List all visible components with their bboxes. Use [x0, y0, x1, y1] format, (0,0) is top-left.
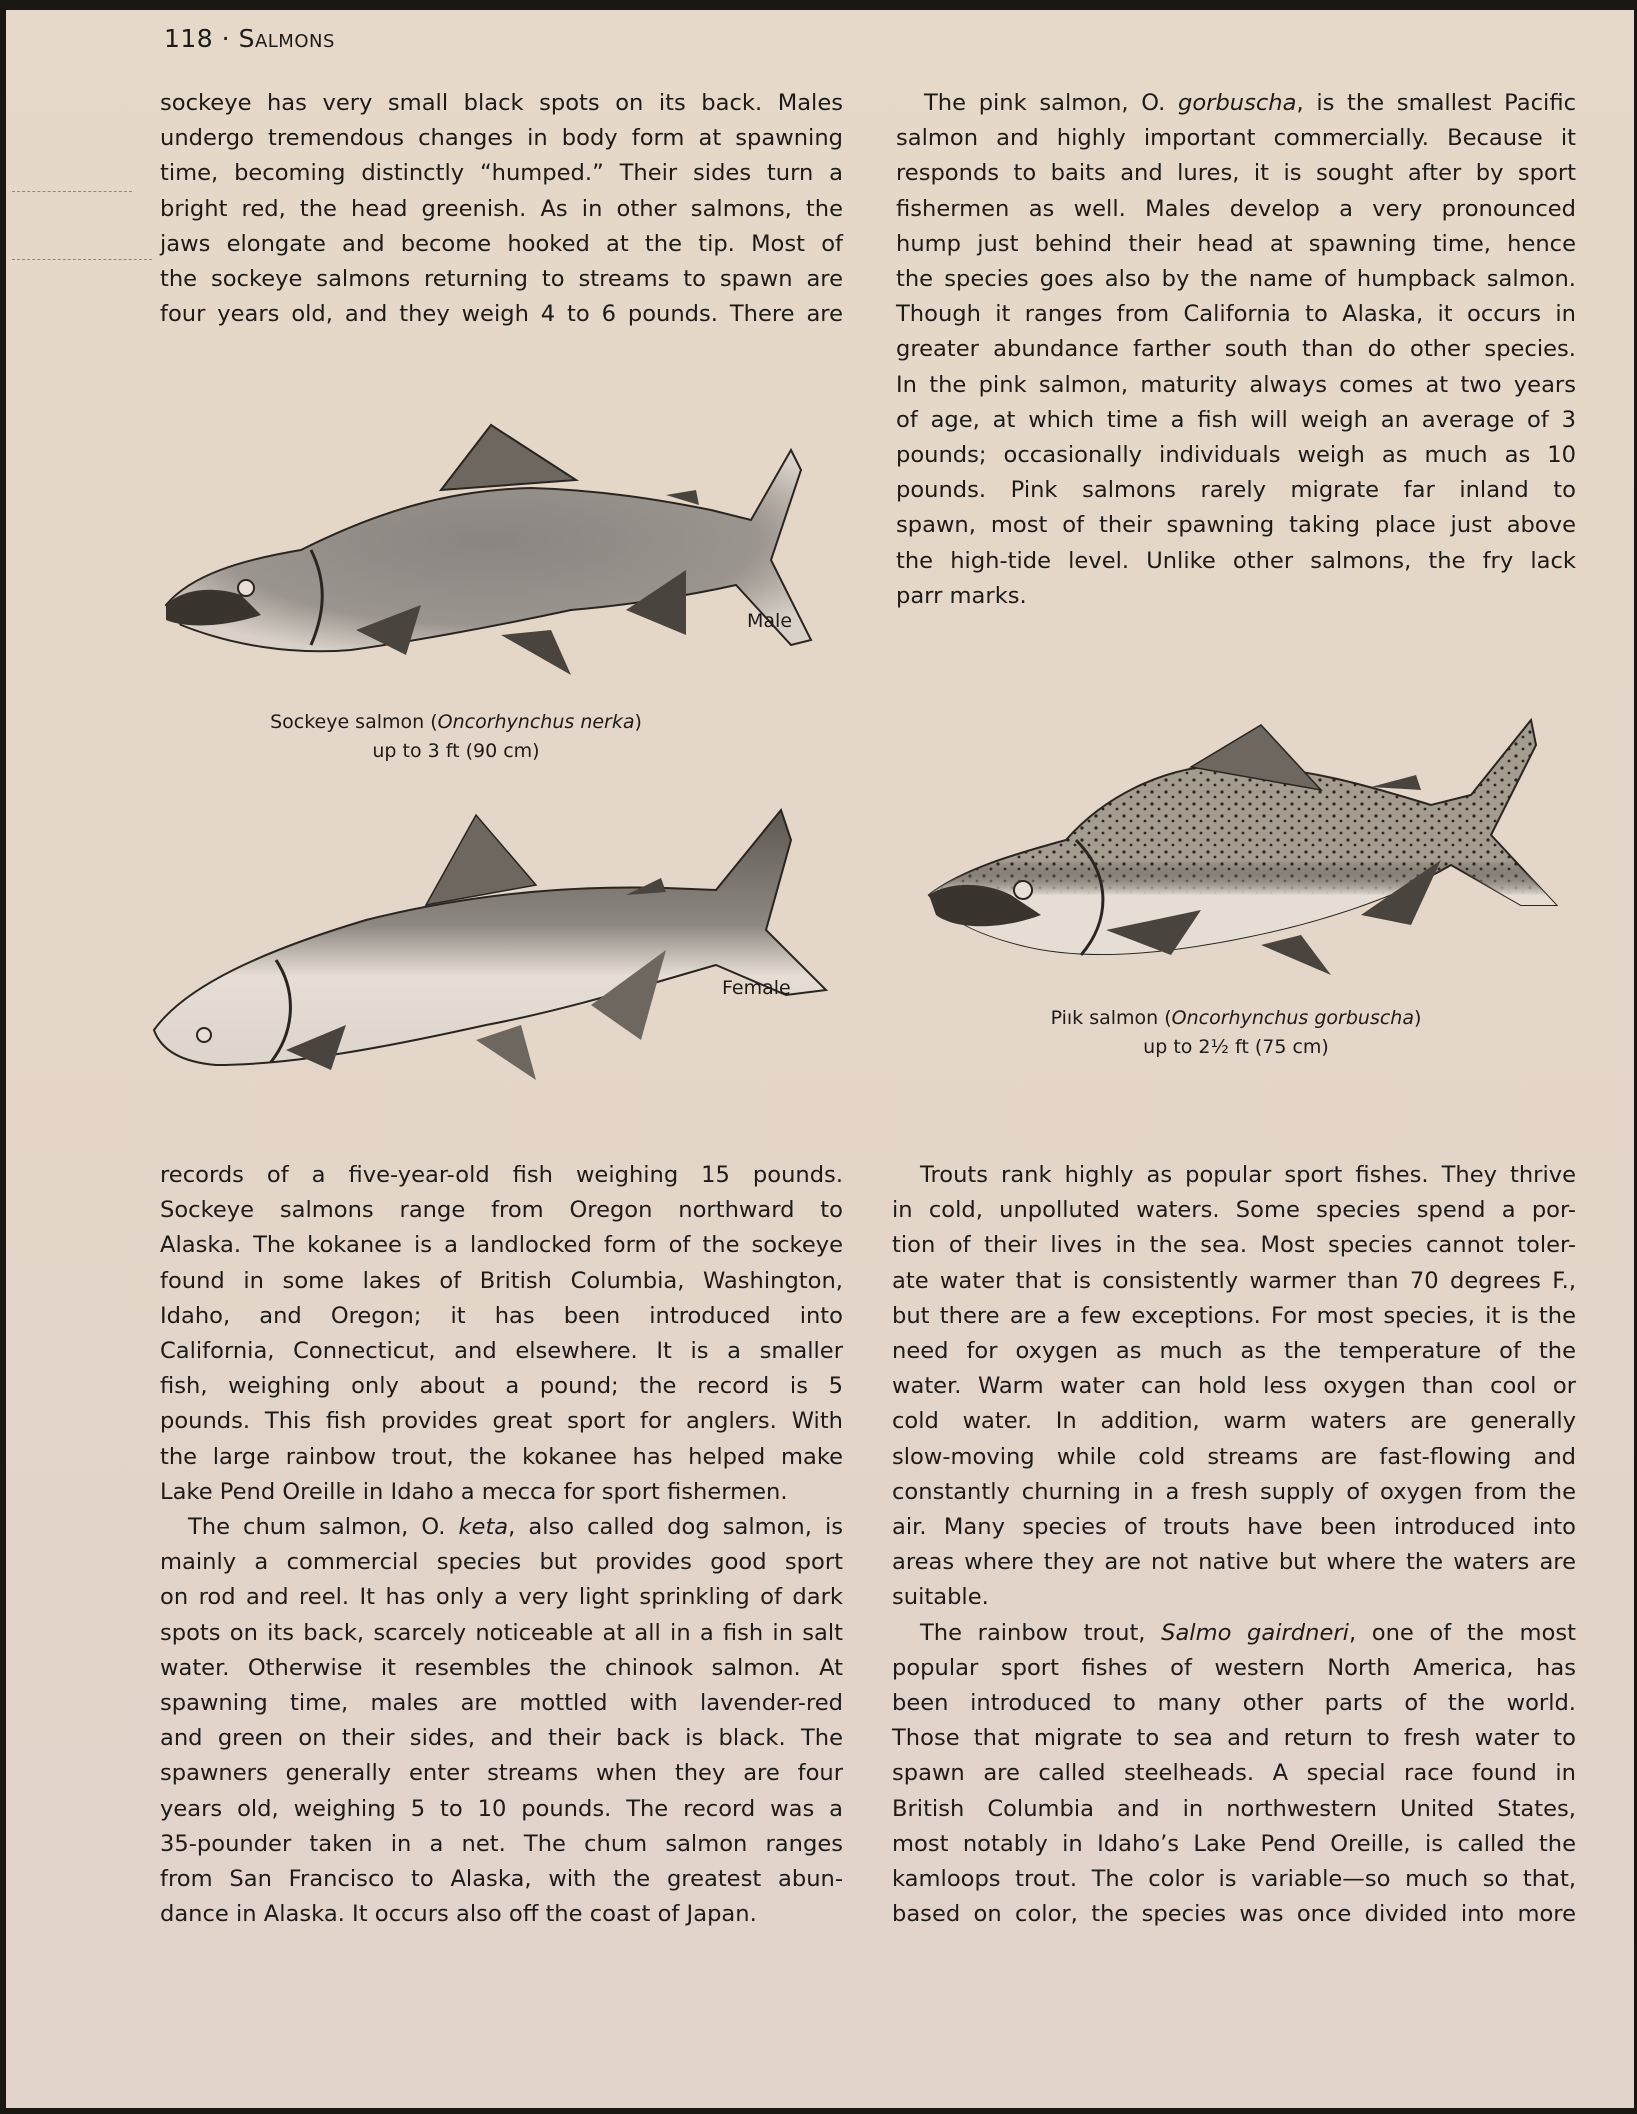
text-line: cold water. In addition, warm waters are generally: [892, 1408, 1576, 1435]
text-line: In the pink salmon, maturity always comes at two years: [896, 371, 1576, 398]
text-line: popular sport fishes of western North America, has: [892, 1654, 1576, 1681]
text-line: the large rainbow trout, the kokanee has helped make: [160, 1443, 843, 1470]
text-run: , one of the most: [1348, 1619, 1576, 1646]
scientific-name: gorbuscha: [1178, 90, 1297, 116]
scientific-name: Salmo gairdneri: [1161, 1619, 1349, 1646]
margin-pencil-mark: [12, 191, 132, 192]
text-line: constantly churning in a fresh supply of oxygen from the: [892, 1478, 1576, 1505]
paragraph-first-line: Trouts rank highly as popular sport fishes. They thrive: [920, 1162, 1576, 1188]
text-line: need for oxygen as much as the temperature of the: [892, 1338, 1576, 1365]
text-line: kamloops trout. The color is variable—so much so that,: [892, 1866, 1576, 1893]
text-line: suitable.: [892, 1584, 989, 1611]
text-run: The pink salmon, O.: [924, 90, 1178, 116]
book-page: [6, 10, 1634, 2108]
text-line: of age, at which time a fish will weigh an average of 3: [896, 406, 1576, 433]
text-line: the high-tide level. Unlike other salmons, the fry lack: [896, 547, 1576, 574]
caption-title-line: [266, 708, 646, 737]
running-head-separator: ·: [221, 24, 231, 53]
text-line: responds to baits and lures, it is sought after by sport: [896, 160, 1576, 187]
caption-size-line: up to 2½ ft (75 cm): [1143, 1036, 1329, 1058]
text-line: the species goes also by the name of humpback salmon.: [896, 266, 1576, 293]
paragraph-first-line: [160, 1510, 843, 1545]
text-line: spawn are called steelheads. A special race found in: [892, 1760, 1576, 1787]
margin-pencil-mark: [12, 259, 152, 260]
text-line: on rod and reel. It has only a very light sprinkling of dark: [160, 1584, 843, 1611]
column-top-left: [160, 86, 843, 332]
text-line: water. Warm water can hold less oxygen than cool or: [892, 1373, 1576, 1400]
text-run: ): [634, 711, 642, 733]
text-run: , is the smallest Pacific: [1296, 90, 1576, 116]
sockeye-caption: [266, 708, 646, 766]
text-line: 35-pounder taken in a net. The chum salmon ranges: [160, 1830, 843, 1857]
text-line: pounds; occasionally individuals weigh as much as 10: [896, 442, 1576, 469]
female-label: Female: [722, 977, 791, 999]
text-line: based on color, the species was once divided into more: [892, 1901, 1576, 1928]
text-run: The rainbow trout,: [920, 1619, 1162, 1646]
text-line: bright red, the head greenish. As in other salmons, the: [160, 195, 843, 222]
caption-title-line: [1016, 1004, 1456, 1033]
text-run: Piık salmon (: [1050, 1007, 1172, 1029]
text-line: from San Francisco to Alaska, with the greatest abun-: [160, 1866, 843, 1893]
sockeye-female-illustration: [146, 800, 846, 1080]
paragraph-first-line: [892, 1616, 1576, 1651]
pink-salmon-illustration: [911, 705, 1571, 985]
text-line: jaws elongate and become hooked at the tip. Most of: [160, 230, 843, 257]
text-line: years old, weighing 5 to 10 pounds. The record was a: [160, 1795, 843, 1822]
text-line: and green on their sides, and their back is black. The: [160, 1725, 843, 1752]
text-line: water. Otherwise it resembles the chinook salmon. At: [160, 1654, 843, 1681]
text-line: in cold, unpolluted waters. Some species spend a por-: [892, 1197, 1576, 1224]
text-line: areas where they are not native but where the waters are: [892, 1549, 1576, 1576]
text-line: parr marks.: [896, 582, 1027, 609]
text-line: Alaska. The kokanee is a landlocked form of the sockeye: [160, 1232, 843, 1259]
text-line: pounds. Pink salmons rarely migrate far inland to: [896, 477, 1576, 504]
text-line: air. Many species of trouts have been introduced into: [892, 1514, 1576, 1541]
text-line: time, becoming distinctly “humped.” Their sides turn a: [160, 160, 843, 187]
text-line: hump just behind their head at spawning time, hence: [896, 230, 1576, 257]
text-line: ate water that is consistently warmer than 70 degrees F.,: [892, 1267, 1576, 1294]
text-run: The chum salmon, O.: [188, 1514, 459, 1541]
text-line: spawners generally enter streams when they are four: [160, 1760, 843, 1787]
text-line: but there are a few exceptions. For most species, it is the: [892, 1302, 1576, 1329]
text-line: found in some lakes of British Columbia, Washington,: [160, 1267, 843, 1294]
text-line: records of a five-year-old fish weighing 15 pounds.: [160, 1162, 843, 1188]
text-line: four years old, and they weigh 4 to 6 pounds. There are: [160, 301, 843, 328]
text-line: California, Connecticut, and elsewhere. It is a smaller: [160, 1338, 843, 1365]
text-line: dance in Alaska. It occurs also off the coast of Japan.: [160, 1901, 757, 1928]
paragraph-first-line: [896, 86, 1576, 121]
text-line: pounds. This fish provides great sport for anglers. With: [160, 1408, 843, 1435]
text-line: salmon and highly important commercially. Because it: [896, 125, 1576, 152]
text-line: the sockeye salmons returning to streams to spawn are: [160, 266, 843, 293]
text-line: British Columbia and in northwestern United States,: [892, 1795, 1576, 1822]
text-run: Sockeye salmon (: [270, 711, 438, 733]
pink-salmon-caption: [1016, 1004, 1456, 1062]
column-bottom-left: [160, 1158, 843, 1932]
text-run: ): [1413, 1007, 1422, 1029]
text-line: spawn, most of their spawning taking place just above: [896, 512, 1576, 539]
text-line: fish, weighing only about a pound; the record is 5: [160, 1373, 843, 1400]
text-run: , also called dog salmon, is: [508, 1514, 843, 1541]
text-line: Sockeye salmons range from Oregon northward to: [160, 1197, 843, 1224]
text-line: fishermen as well. Males develop a very pronounced: [896, 195, 1576, 222]
column-bottom-right: [892, 1158, 1576, 1932]
text-line: been introduced to many other parts of the world.: [892, 1690, 1576, 1717]
text-line: Lake Pend Oreille in Idaho a mecca for sport fishermen.: [160, 1478, 788, 1505]
text-line: spawning time, males are mottled with lavender-red: [160, 1690, 843, 1717]
column-top-right: [896, 86, 1576, 614]
page-number: 118: [164, 24, 214, 53]
text-line: Idaho, and Oregon; it has been introduced into: [160, 1302, 843, 1329]
text-line: Though it ranges from California to Alaska, it occurs in: [896, 301, 1576, 328]
text-line: greater abundance farther south than do other species.: [896, 336, 1576, 363]
sockeye-male-illustration: [151, 410, 851, 680]
text-line: most notably in Idaho’s Lake Pend Oreille, is called the: [892, 1830, 1576, 1857]
scientific-name: Oncorhynchus gorbuscha: [1171, 1007, 1414, 1029]
text-line: spots on its back, scarcely noticeable at all in a fish in salt: [160, 1619, 843, 1646]
text-line: Those that migrate to sea and return to fresh water to: [892, 1725, 1576, 1752]
running-head: [164, 24, 335, 53]
text-line: tion of their lives in the sea. Most species cannot toler-: [892, 1232, 1576, 1259]
section-title: Salmons: [238, 24, 335, 53]
scientific-name: Oncorhynchus nerka: [437, 711, 635, 733]
scientific-name: keta: [458, 1514, 509, 1541]
text-line: slow-moving while cold streams are fast-flowing and: [892, 1443, 1576, 1470]
text-line: mainly a commercial species but provides good sport: [160, 1549, 843, 1576]
male-label: Male: [747, 610, 793, 632]
caption-size-line: up to 3 ft (90 cm): [372, 740, 540, 762]
text-line: sockeye has very small black spots on its back. Males: [160, 90, 843, 116]
text-line: undergo tremendous changes in body form at spawning: [160, 125, 843, 152]
